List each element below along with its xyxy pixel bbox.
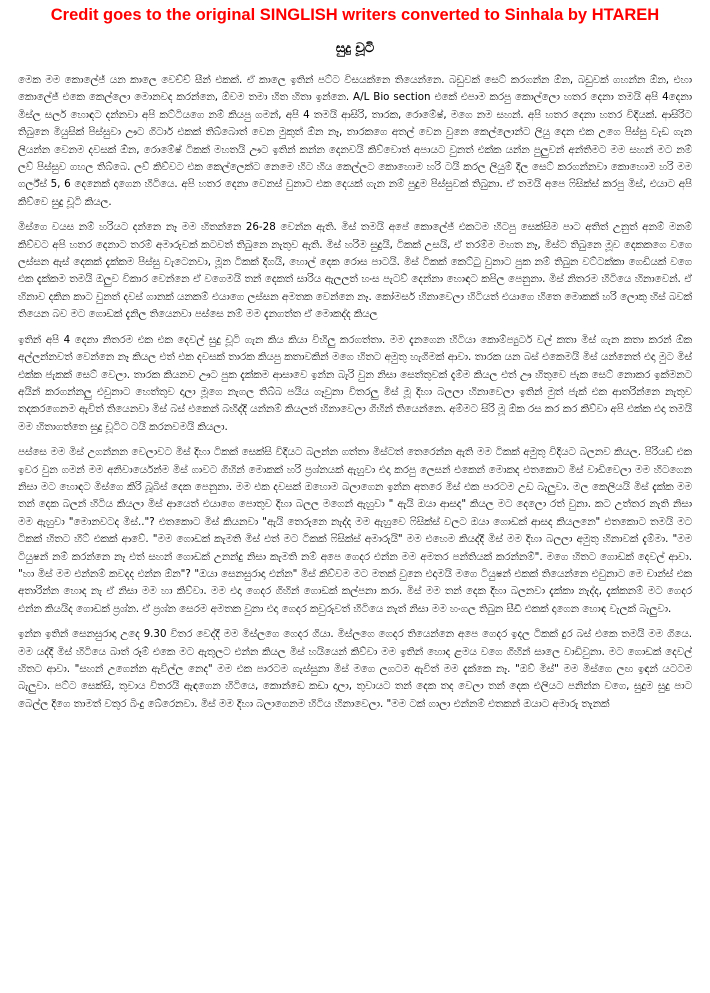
story-paragraph: පස්සෙ මම මිස් උගන්නන වෙලාවට මිස් දිහා ටිකක් සෙක්සි විදියට බලන්න ගත්තා මිස්ටත් තෙරෙන්න ඇති මම ටිකක් අමුතු විදියට බලනව කියල. පිරියඩ් එක ඉවර වුන ගමන් මම අනිවාර්යෙන්ම මිස් ගාවට ගිහින් මොකක් හරි ප්‍රශ්නයක් ඇහුවා එදා කරපු ලෙසන් එකෙන් මොකද එතකොට මිස් වාඩිවෙලා මම හිටගෙන නිසා මට හොඳට මිස්ගෙ කිරි බූබිස් දෙක පෙනුනා. මම එක දවසක් ඔහොම බලාගෙන ඉන්න අතරෙ මිස් එක පාරටම උඩ බැලුවා. මල කෙලියයි මිස් දැක්ක මම තන් දෙක බලන් හිටිය කියලා මිස් ආයෙත් එයාගෙ පොතුව දිහා බලල මගෙන් ඇහුවා " ඇයි ඔයා ආසද" කියල මට දෙලො රත් වුනා. කට උත්තර නැති නිසා මම ඇහුවා "මොනවටද මිස්.."? එතකොට මිස් කියනවා "ඇයි තෙරුනෙ නැද්ද මම ඇහුවෙ ෆිසික්ස් වලට ඔයා ගොඩක් ආසද කියලනෙ" එතකොට තමයි මට ටිකක් හිතට හිට් එකක් ආවේ. "මම ගොඩක් කැමති මිස් එත් මට ටිකක් ෆිසික්ස් අමාරුයි" මම එහෙම කියද්දී මිස් මම දිහා බලලා අමුතු හිනාවක් දැම්මා. "මම ටියුෂන් නම් කරන්නෙ නෑ එත් සහන් ගොඩක් උනන්දු නිසා කැමති නම් අපෙ ගෙදර එන්න මම අමතර පන්තියක් කරන්නම්". මගෙ හිතට ගොඩක් දෙවල් ආවා. "හා මිස් මම එන්නම් කවදද එන්න ඕන"? "ඔයා සෙනසුරාදා එන්න" මිස් කිව්වම මට මතක් වුනෙ එදාමයි මගෙ ටියුෂන් එකක් තියෙන්නෙ එවුනාට මෙ චාන්ස් එක අතාරින්න හොද නැ ඒ නිසා මම හා කිව්වා. මම එදා ගෙදර ගිහින් ගොඩක් කල්පනා කරා. මිස් මම තන් දෙක දිහා බලනවා දැක්කා නැද්ද, දැක්කනම් මට ගෙදර එන්න කියයිද ගොඩක් ප්‍රශ්න. ඒ ප්‍රශ්න සෙරම අමතක වුනා එදා ගෙදර කවුරුවත් හිටියෙ නැත් නිසා මම හංගල තිබුන සීඩී එකක් දාගෙන හොඳ වැලක් බැලුවා. [18, 446, 692, 615]
story-paragraph: ඉන්න ඉතින් සෙනසුරාදා උදෙ 9.30 විතර වෙද්දී මම මිස්ලගෙ ගෙදර ගියා. මිස්ලගෙ ගෙදර තියෙන්නෙ අපෙ ගෙදර ඉදල ටිකක් දුර බස් එකෙ තමයි මම ගියෙ. මම යද්දී මිස් හිටියෙ බාත් රූම් එකෙ මට ඇතුලට එන්න කියල මිස් හයියෙන් කිව්වා මම ඉතින් හොද ළමය වගෙ ගිහින් සාලෙ වාඩිවුනා. මට ගොඩක් දෙවල් හිතට ආවා. "සහන් උගෙන්න ඇවිල්ල නෙද" මම එක පාරටම ගැස්සුනා මිස් මගෙ ලගටම ඇවිත් මම දැක්කෙ නෑ. "ඔව් මිස්" මම මිස්ගෙ ලඟ ඉඳන් යටටම බැලුවා. පට්ට සෙක්සි, තුවාය විතරයි ඇඳගෙන හිටියෙ, කොන්ඩෙ කඩා දාලා, තුවායට තන් දෙක තද වෙලා තන් දෙක එලියට පනින්න වගෙ, සුදුම සුදු පාට බෙල්ල දිගෙ තාමත් වතුර බිංදු බේරෙනවා. මිස් මම දිහා බලාගෙනම හිටිය හිනාවෙලා. "මම ටක් ගාලා එන්නම් එතකන් ඔයාට අමාරු තැනක් [18, 628, 692, 710]
story-title: සුදු චූටි [335, 41, 375, 56]
credit-header: Credit goes to the original SINGLISH writers converted to Sinhala by HTAREH [50, 6, 660, 24]
story-paragraph: මෙක මම කොලේජ් යන කාලෙ වෙච්ච් සීන් එකක්. ඒ කාලෙ ඉතින් පට්ට විසයක්නෙ තියෙන්නෙ. බඩුවක් සෙට් කරගන්න ඕන, බඩුවක් ගහන්න ඕන, එහා කොලේජ් එකෙ කෙල්ලො මොනවද කරන්නෙ, ඕවම තමා හිත හිතා ඉන්නෙ. A/L Bio section එකේ එපාම කරපු කොල්ලො හතර දෙනා තමයි අපි 4දෙනා මිස්ල සර්ල හොඳට දන්නවා අපි කට්ටියගෙ නම් කියපු ගමන්, අපි 4 තමයි ආසිරි, තාරක, රොමේෂ්, මගෙ නම සහන්. අපි හතර දෙනා හතර විදියක්. ආසිරිට තිබුනෙ මියුසික් පිස්සුවා ඌට ගිටාර් එකක් තිබ්බොත් වෙන මුකුත් ඕන නෑ, තාරකගෙ අතල් වෙන වුනෙ කෙල්ලොන්ට ලියු දෙන එක උගෙ පිස්සු වැඩ ගැන ලියන්න වෙනම දවසක් ඕන, රොමේෂ් ටිකක් මහතයි ඌට ඉතින් කන්න දෙනවයි කිව්වොත් අපායට වුනත් එක්ක යන්න පුලුවන් අන්තිමට මම සහන් මට නම් ලව් පිස්සුව ගහල තිබ්බෙ. ලව් කිව්වට එක කෙල්ලෙක්ට නෙමෙ හිට හිය කෙල්ලට කොහොම හරි ටයි කරල ලියුම් දීල සෙට් කරගන්නවා කොහොම හරි මම ගර්ල්ස් 5, 6 දෙනෙක් දාගෙන හිටියෙ. අපි හතර දෙනා වෙනස් වුනාට එක දෙයක් ගැන නම් පුදුම පිස්සුවක් තිබුනා. ඒ තමයි අපෙ ෆිසික්ස් කරපු මිස්, එයාට අපි කිව්වෙ සුදු චූටි කියල. [18, 74, 692, 208]
story-body [18, 72, 692, 990]
story-paragraph: මිස්ගෙ වයස නම් හරියට දන්නෙ නෑ මම හිතන්නෙ 26-28 වෙන්න ඇති. මිස් තමයි අපේ කොලේජ් එකටම හිටපු සෙක්සිම පාට අතිත් උනුත් අනම් මනම් කිව්වට අපි හතර දෙනාට තරම් අමාරුවක් කටවත් තිබුනෙ නැතුව ඇති. මිස් හරිම සුදුයි, ටිකක් උසයි, ඒ තරම්ම මහත නෑ, මිස්ට තිබුනෙ මූව දෙකකගෙ වගෙ ලස්සන ඇස් දෙකක් දැක්කම පිස්සු වැටෙනවා, මූන ටිකක් දිගයි, හොල් දෙක රොස පාටයි. මිස් ටිකක් කෙට්ටු වුනාට පුක නම් තිබුන වට්ටක්කා ගෙඩියක් වගෙ එක දැක්කම තමයි ඔලුව විකාර වෙන්නෙ ඒ වගෙමයි තන් දෙකත් සාරිය ඇලලත් හංස පැටව් දෙන්නා හොඳට කපිල පෙනුනා. මිස් නිතරම හිටියෙ හිනාවෙන්. ඒ හිනාව දකින කාට වුනත් දවස් ගානක් යනකම් එයාගෙ ලස්සන අමතක වෙන්නෙ නෑ. කෝමර්ස හිනාවෙලා හිටියත් එයාගෙ හිතෙ මොකක් හරි ලොකු හිස් බවක් තියෙන බව මට ගොඩක් දැනිල තියෙනවා පස්සෙ නම් මම දැනගත්ත ඒ මොකද්ද කියල [18, 221, 692, 321]
story-paragraph: ඉතින් අපි 4 දෙනා නිතරම එක එක දෙවල් සුදු චූටි ගැන කිය කියා විහිලු කරගත්තා. මම දැනගෙන හිටියා කොම්ප්‍යුටර් වල් කතා මිස් ගැන කතා කරන් ඕක අල්ලන්නවත් වෙන්නෙ නෑ කියල එත් එක දවසක් තාරක කියපු කතාවකින් මගෙ හිතට අමුතු හැගිමක් ආවා. තාරක යන බස් එකෙමයි මිස් යන්නෙත් එදා මුට මිස් එක්ක ජැකක් සෙට් වෙලා. තාරක කියනව ඌට පුක දැක්කම ආසාවෙ ඉන්න බැරි වුන නිසා සෙත්තුවක් දැම්ම කියල එත් ඌ හිතුවෙ ජැක සෙට් නොකර ඉක්මනට අයින් කරගන්නලු එවුනාට හෙත්තුව දාලා මූගෙ නැගල තිබ්බ පයිය ගෑවුනා විතරලු මිස් මූ දිහා බලලා හිනාවෙලා ඉතින් මුත් ජැක් එක ආතරින්නෙ නැතුව තදකරගෙනම ඇවිත් තියෙනවා මිස් බස් එකෙන් බහිද්දි යන්නම් කියලත් හිනාවෙලා ගිහින් තියෙන්නෙ. අම්මට සිරි මූ ඕක රස කර කර කිව්වා අපි එක්ක එදා තමයි මම හිතාගත්තෙ සුදු චූටිට ටයි කරනවමයි කියලා. [18, 333, 692, 433]
